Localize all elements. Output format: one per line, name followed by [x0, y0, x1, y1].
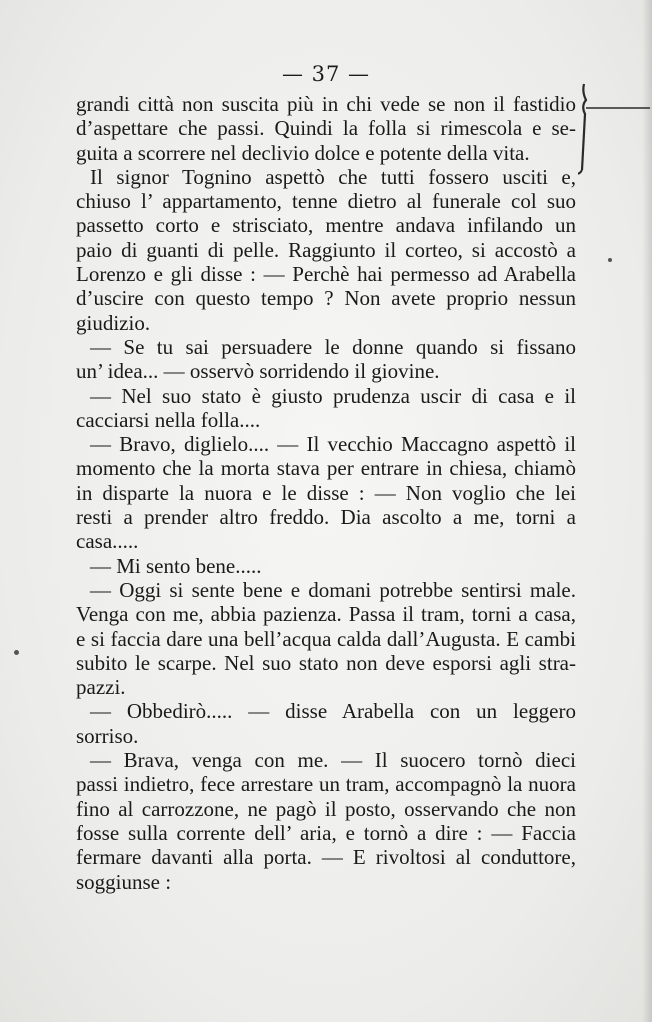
text-line: subito le scarpe. Nel suo stato non deve esporsi agli stra- [76, 650, 576, 675]
text-line: — Oggi si sente bene e domani potrebbe sentirsi male. [90, 577, 576, 602]
text-line: grandi città non suscita più in chi vede se non il fastidio [76, 92, 576, 116]
text-line: Il signor Tognino aspettò che tutti fossero usciti e, [90, 164, 576, 189]
ink-speck [608, 258, 612, 262]
text-line: — Bravo, diglielo.... — Il vecchio Maccagno aspettò il [90, 432, 576, 457]
text-line: Lorenzo e gli disse : — Perchè hai permesso ad Arabella [76, 262, 576, 287]
text-line: giudizio. [76, 310, 151, 335]
body-text [76, 92, 576, 894]
text-line: — Mi sento bene..... [90, 553, 262, 578]
text-line: e si faccia dare una bell’acqua calda dall’Augusta. E cambi [76, 626, 576, 651]
text-line: chiuso l’ appartamento, tenne dietro al funerale col suo [76, 189, 576, 214]
text-line: passetto corto e strisciato, mentre andava infilando un [76, 213, 576, 238]
text-line: fosse sulla corrente dell’ aria, e tornò a dire : — Faccia [76, 820, 576, 845]
text-line: in disparte la nuora e le disse : — Non voglio che lei [76, 480, 576, 505]
text-line: passi indietro, fece arrestare un tram, accompagnò la nuora [76, 772, 576, 797]
text-line: d’uscire con questo tempo ? Non avete proprio nessun [76, 286, 576, 311]
ink-speck [14, 650, 19, 655]
text-line: un’ idea... — osservò sorridendo il giovine. [76, 359, 440, 384]
text-line: pazzi. [76, 675, 126, 700]
text-line: cacciarsi nella folla.... [76, 407, 261, 432]
text-line: guita a scorrere nel declivio dolce e potente della vita. [76, 140, 530, 165]
text-line: casa..... [76, 529, 139, 554]
text-line: d’aspettare che passi. Quindi la folla si rimescola e se- [76, 116, 576, 141]
margin-bracket-mark [578, 78, 652, 178]
page-number: — 37 — [281, 62, 371, 86]
text-line: — Obbedirò..... — disse Arabella con un leggero [90, 699, 576, 724]
text-line: fermare davanti alla porta. — E rivoltosi al conduttore, [76, 845, 576, 870]
text-line: — Brava, venga con me. — Il suocero tornò dieci [90, 748, 576, 773]
text-line: sorriso. [76, 723, 139, 748]
text-line: fino al carrozzone, ne pagò il posto, osservando che non [76, 796, 576, 821]
text-line: — Se tu sai persuadere le donne quando si fissano [90, 334, 576, 359]
text-line: soggiunse : [76, 869, 172, 894]
text-line: paio di guanti di pelle. Raggiunto il corteo, si accostò a [76, 237, 576, 262]
text-line: momento che la morta stava per entrare in chiesa, chiamò [76, 456, 576, 481]
text-line: — Nel suo stato è giusto prudenza uscir di casa e il [90, 383, 576, 408]
text-line: resti a prender altro freddo. Dia ascolto a me, torni a [76, 505, 576, 530]
text-line: Venga con me, abbia pazienza. Passa il tram, torni a casa, [76, 602, 576, 627]
